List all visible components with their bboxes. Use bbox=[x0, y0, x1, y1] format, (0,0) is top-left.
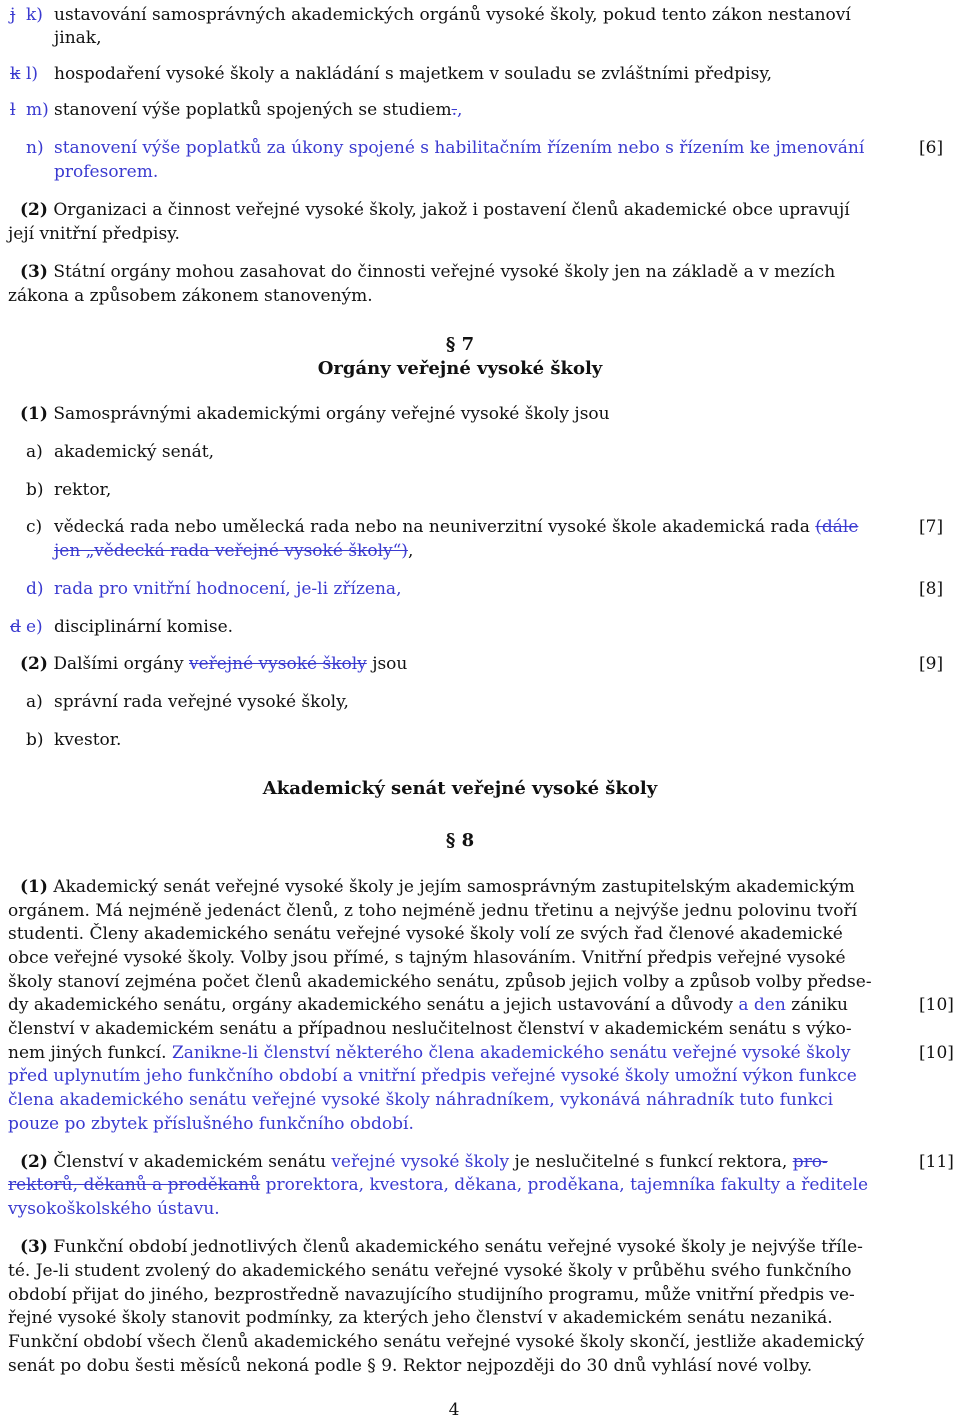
section-7-number: § 7 bbox=[445, 334, 475, 355]
item-label: m) bbox=[26, 100, 49, 120]
s8-p2-line: rektorů, děkanů a proděkanů prorektora, kvestora, děkana, proděkana, tajemníka fakulty a ředitele bbox=[8, 1175, 869, 1195]
s7-item-b: b) rektor, bbox=[26, 480, 112, 500]
s8-p1-line: obce veřejné vysoké školy. Volby jsou přímé, s tajným hlasováním. Vnitřní předpis veřejné vysoké bbox=[8, 948, 846, 968]
list-item-l bbox=[0, 62, 960, 86]
paragraph-2: (2) Organizaci a činnost veřejné vysoké školy, jakož i postavení členů akademické obce upravují bbox=[20, 200, 850, 220]
s8-p1-line: dy akademického senátu, orgány akademického senátu a jejich ustavování a důvody a den zániku [10] bbox=[8, 995, 954, 1015]
s7-item-a: a) akademický senát, bbox=[26, 442, 215, 462]
s8-p1-line: (1) Akademický senát veřejné vysoké školy je jejím samosprávným zastupitelským akademickým bbox=[20, 877, 855, 897]
s8-p1-line: pouze po zbytek příslušného funkčního období. bbox=[8, 1114, 414, 1134]
s8-p2-line: (2) Členství v akademickém senátu veřejné vysoké školy je neslučitelné s funkcí rektora, pro- [11] bbox=[20, 1152, 954, 1172]
s7-item-d: d) rada pro vnitřní hodnocení, je-li zřízena, [8] bbox=[26, 579, 944, 599]
page-number: 4 bbox=[448, 1400, 460, 1420]
s8-p2-line: vysokoškolského ústavu. bbox=[8, 1199, 220, 1219]
s8-p1-line: studenti. Členy akademického senátu veřejné vysoké školy volí ze svých řad členové akademické bbox=[8, 924, 843, 944]
s8-p3-line: Funkční období všech členů akademického senátu veřejné vysoké školy skončí, jestliže akademický bbox=[8, 1332, 865, 1352]
list-item-m bbox=[0, 98, 960, 122]
senate-heading: Akademický senát veřejné vysoké školy bbox=[262, 778, 658, 799]
deleted-label: l bbox=[10, 100, 16, 120]
s7-item-c-cont: jen „vědecká rada veřejné vysoké školy“), bbox=[54, 541, 414, 561]
s8-p1-line: školy stanoví zejména počet členů akademického senátu, způsob jejich volby a způsob volby předse- bbox=[8, 972, 872, 992]
footnote-ref: [6] bbox=[919, 138, 944, 158]
deleted-label: j bbox=[10, 5, 16, 25]
section-7-title: Orgány veřejné vysoké školy bbox=[317, 358, 603, 379]
s8-p3-line: té. Je-li student zvolený do akademického senátu veřejné vysoké školy v průběhu svého funkčního bbox=[8, 1261, 852, 1281]
s7-paragraph-1: (1) Samosprávnými akademickými orgány veřejné vysoké školy jsou bbox=[20, 404, 610, 424]
s8-p3-line: období přijat do jiného, bezprostředně navazujícího studijního programu, může vnitřní předpis ve- bbox=[8, 1285, 855, 1305]
s8-p3-line: (3) Funkční období jednotlivých členů akademického senátu veřejné vysoké školy je nejvýše tříle- bbox=[20, 1237, 863, 1257]
item-label: k) bbox=[26, 5, 43, 25]
deleted-label: d bbox=[10, 617, 21, 637]
list-item-n bbox=[0, 136, 960, 160]
item-text: hospodaření vysoké školy a nakládání s majetkem v souladu se zvláštními předpisy, bbox=[54, 64, 773, 84]
s8-p1-line: nem jiných funkcí. Zanikne-li členství některého člena akademického senátu veřejné vysoké školy [10] bbox=[8, 1043, 954, 1063]
footnote-ref: [11] bbox=[919, 1152, 954, 1172]
s7-item-e: d e) disciplinární komise. bbox=[10, 617, 234, 637]
s8-p1-line: orgánem. Má nejméně jedenáct členů, z toho nejméně jednu třetinu a nejvýše jednu polovinu tvoří bbox=[8, 901, 858, 921]
item-label: n) bbox=[26, 138, 44, 158]
paragraph-2-cont: její vnitřní předpisy. bbox=[8, 224, 180, 244]
list-item-k bbox=[0, 3, 960, 27]
item-text: ustavování samosprávných akademických orgánů vysoké školy, pokud tento zákon nestanoví bbox=[54, 5, 851, 25]
footnote-ref: [9] bbox=[919, 654, 944, 674]
s7-item-c: c) vědecká rada nebo umělecká rada nebo na neuniverzitní vysoké škole akademická rada (dále [7] bbox=[26, 517, 944, 537]
s7-paragraph-2: (2) Dalšími orgány veřejné vysoké školy jsou [9] bbox=[20, 654, 944, 674]
item-text: stanovení výše poplatků spojených se studiem., bbox=[54, 100, 463, 120]
paragraph-3: (3) Státní orgány mohou zasahovat do činnosti veřejné vysoké školy jen na základě a v mezích bbox=[20, 262, 836, 282]
list-item-k-cont: jinak, bbox=[54, 28, 102, 48]
section-8-number: § 8 bbox=[445, 830, 475, 851]
paragraph-3-cont: zákona a způsobem zákonem stanoveným. bbox=[8, 286, 373, 306]
list-item-n-cont: profesorem. bbox=[54, 162, 159, 182]
deleted-label: k bbox=[10, 64, 21, 84]
s8-p1-line: členství v akademickém senátu a případnou neslučitelnost členství v akademickém senátu s výko- bbox=[8, 1019, 852, 1039]
s7-p2-item-a: a) správní rada veřejné vysoké školy, bbox=[26, 692, 349, 712]
footnote-ref: [7] bbox=[919, 517, 944, 537]
s8-p1-line: člena akademického senátu veřejné vysoké školy náhradníkem, vykonává náhradník tuto funkci bbox=[8, 1090, 834, 1110]
item-label: l) bbox=[26, 64, 39, 84]
item-text: stanovení výše poplatků za úkony spojené s habilitačním řízením nebo s řízením ke jmenování bbox=[54, 138, 865, 158]
s7-p2-item-b: b) kvestor. bbox=[26, 730, 122, 750]
s8-p3-line: senát po dobu šesti měsíců nekoná podle § 9. Rektor nejpozději do 30 dnů vyhlásí nové volby. bbox=[8, 1356, 813, 1376]
footnote-ref: [10] bbox=[919, 995, 954, 1015]
s8-p3-line: řejné vysoké školy stanovit podmínky, za kterých jeho členství v akademickém senátu nezaniká. bbox=[8, 1308, 833, 1328]
footnote-ref: [8] bbox=[919, 579, 944, 599]
footnote-ref: [10] bbox=[919, 1043, 954, 1063]
s8-p1-line: před uplynutím jeho funkčního období a vnitřní předpis veřejné vysoké školy umožní výkon funkce bbox=[8, 1066, 857, 1086]
